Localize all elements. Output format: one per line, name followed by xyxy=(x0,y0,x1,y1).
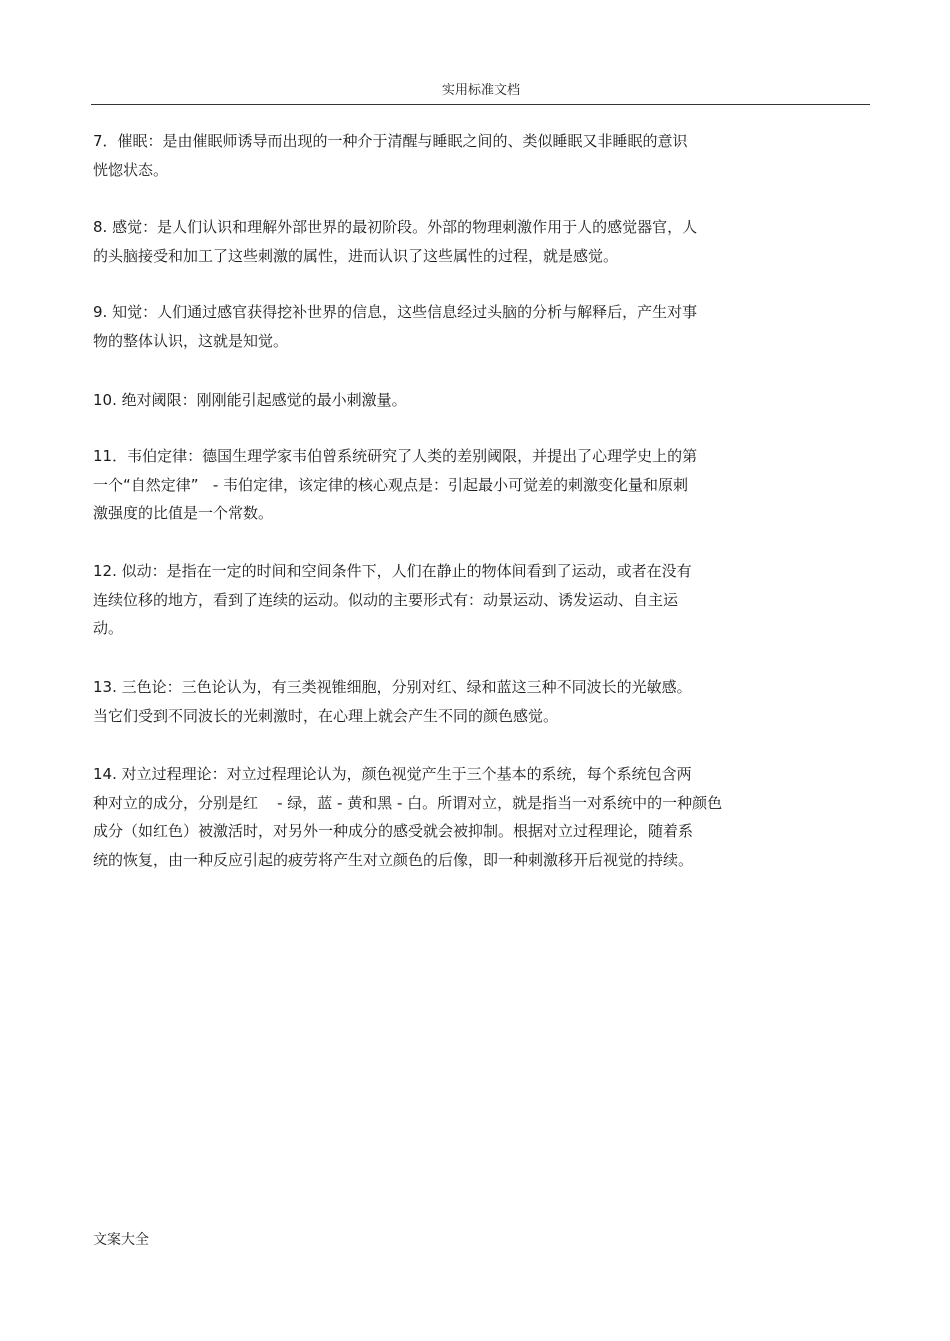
entry-line: 9. 知觉：人们通过感官获得挖补世界的信息，这些信息经过头脑的分析与解释后，产生对事 xyxy=(93,303,698,321)
entry-9 xyxy=(93,298,823,355)
entry-7 xyxy=(93,127,823,184)
entry-12 xyxy=(93,557,823,643)
entry-line: 11．韦伯定律：德国生理学家韦伯曾系统研究了人类的差别阈限，并提出了心理学史上的第 xyxy=(93,447,698,465)
entry-11 xyxy=(93,442,823,528)
entry-line: 12. 似动：是指在一定的时间和空间条件下，人们在静止的物体间看到了运动，或者在没有 xyxy=(93,562,692,580)
entry-line: 连续位移的地方，看到了连续的运动。似动的主要形式有：动景运动、诱发运动、自主运 xyxy=(93,590,679,609)
entry-line: 动。 xyxy=(93,619,124,637)
entry-line: 物的整体认识，这就是知觉。 xyxy=(93,331,289,350)
entry-line: 14. 对立过程理论：对立过程理论认为，颜色视觉产生于三个基本的系统，每个系统包含两 xyxy=(93,765,692,783)
entry-line: 10. 绝对阈限：刚刚能引起感觉的最小刺激量。 xyxy=(93,391,407,409)
entry-14 xyxy=(93,760,823,874)
entry-line: 当它们受到不同波长的光刺激时，在心理上就会产生不同的颜色感觉。 xyxy=(93,706,559,725)
entry-line: 13. 三色论：三色论认为，有三类视锥细胞，分别对红、绿和蓝这三种不同波长的光敏感。 xyxy=(93,678,692,696)
entry-line: 种对立的成分，分别是红 - 绿，蓝 - 黄和黑 - 白。所谓对立，就是指当一对系统中的一种颜色 xyxy=(93,793,723,812)
entry-line: 7．催眠：是由催眠师诱导而出现的一种介于清醒与睡眠之间的、类似睡眠又非睡眠的意识 xyxy=(93,132,688,150)
entry-line: 统的恢复，由一种反应引起的疲劳将产生对立颜色的后像，即一种刺激移开后视觉的持续。 xyxy=(93,850,694,869)
entry-13 xyxy=(93,673,823,730)
header-divider xyxy=(91,104,870,105)
page-header-title: 实用标准文档 xyxy=(441,83,520,98)
entry-line: 的头脑接受和加工了这些刺激的属性，进而认识了这些属性的过程，就是感觉。 xyxy=(93,246,619,265)
entry-line: 一个“自然定律” - 韦伯定律，该定律的核心观点是：引起最小可觉差的刺激变化量和原刺 xyxy=(93,475,689,494)
entry-8 xyxy=(93,213,823,270)
entry-10 xyxy=(93,386,823,415)
entry-line: 8. 感觉：是人们认识和理解外部世界的最初阶段。外部的物理刺激作用于人的感觉器官，人 xyxy=(93,218,698,236)
entry-line: 恍惚状态。 xyxy=(93,160,169,179)
page-footer: 文案大全 xyxy=(93,1232,149,1248)
entry-line: 激强度的比值是一个常数。 xyxy=(93,504,274,522)
entry-line: 成分（如红色）被激活时，对另外一种成分的感受就会被抑制。根据对立过程理论，随着系 xyxy=(93,822,694,840)
